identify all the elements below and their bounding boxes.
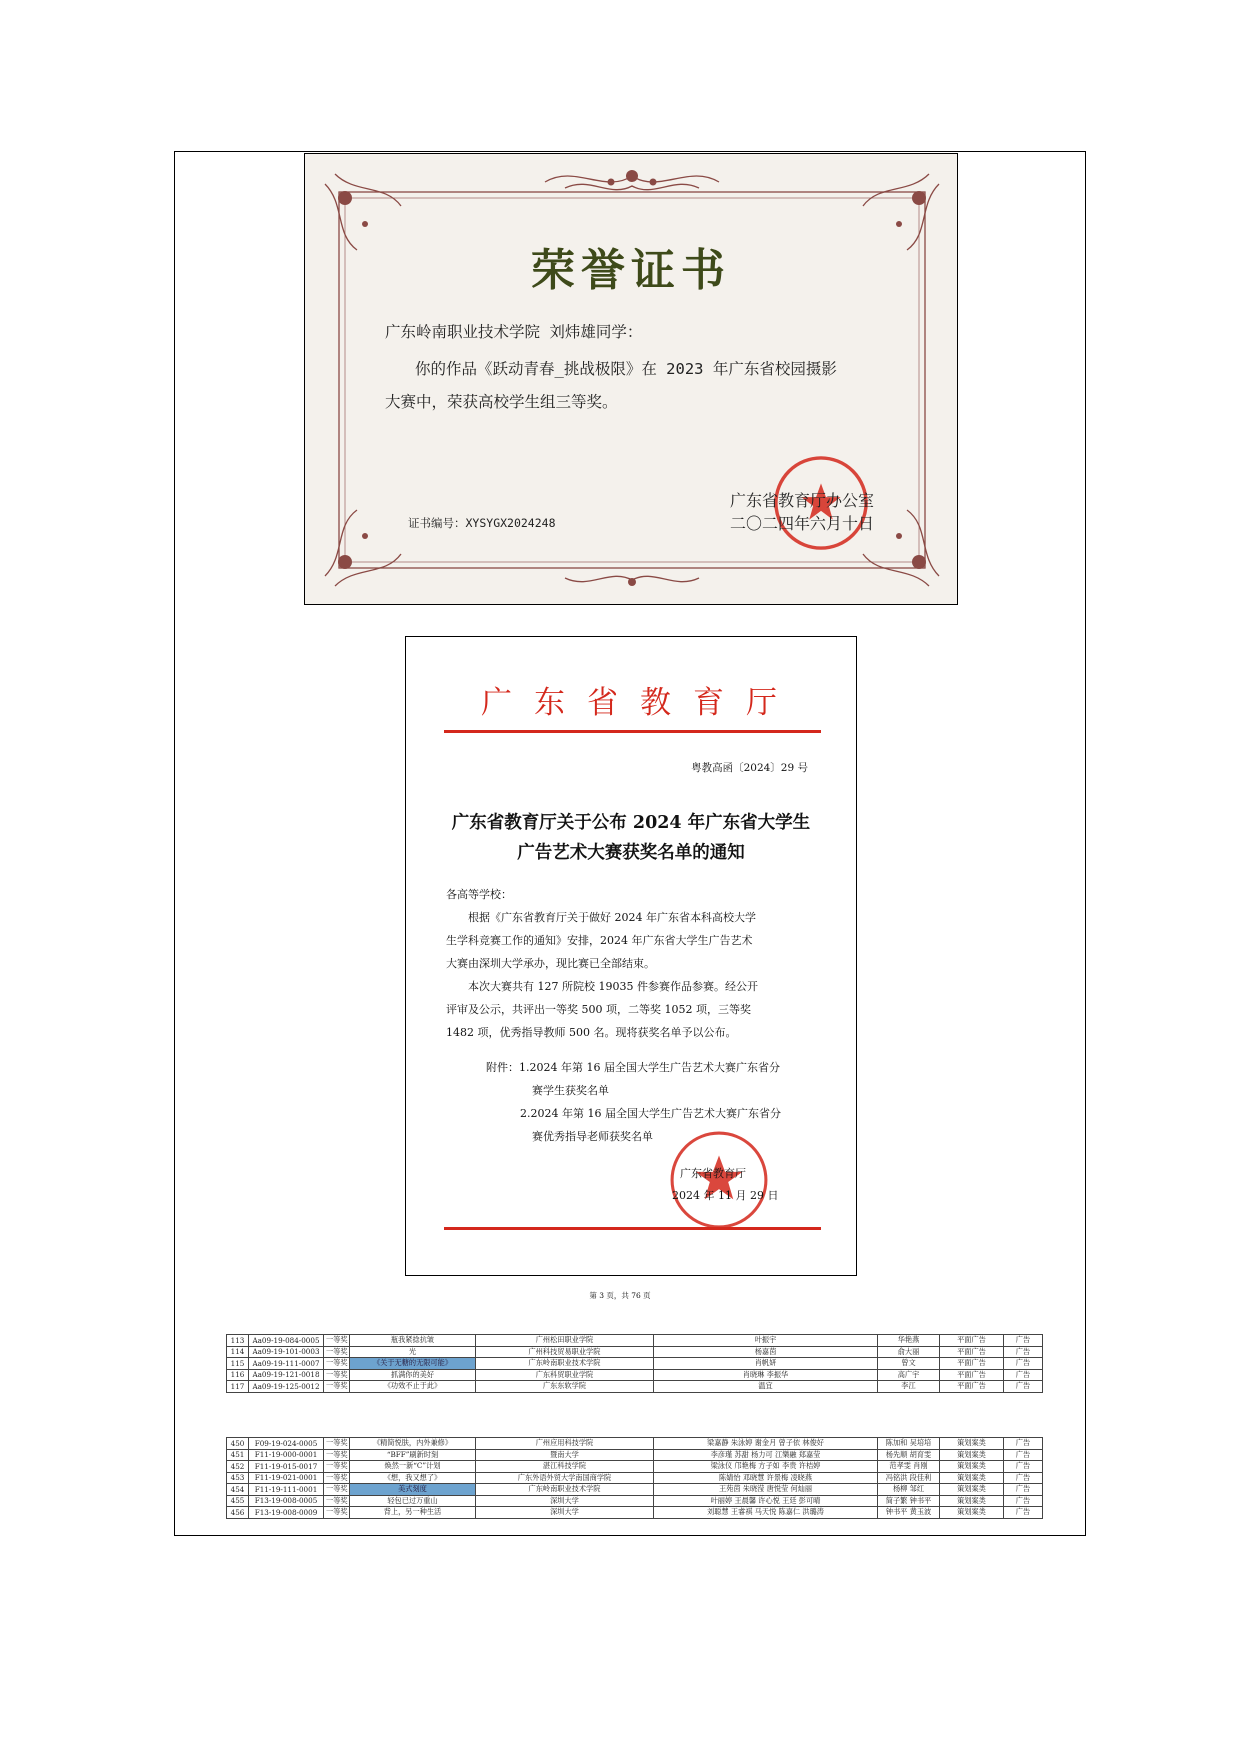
attachment2-line2: 赛优秀指导老师获奖名单	[532, 1130, 653, 1143]
award-table-top	[226, 1334, 1042, 1393]
table-cell-teacher: 冯铭洪 段佳利	[878, 1472, 940, 1484]
table-cell-no: 113	[227, 1335, 249, 1347]
table-cell-teacher: 范孝雯 肖刚	[878, 1461, 940, 1473]
table-cell-teacher: 杨柳 邹红	[878, 1484, 940, 1496]
table-cell-award: 一等奖	[324, 1449, 350, 1461]
table-cell-code: Aa09-19-101-0003	[249, 1346, 324, 1358]
certificate-greeting: 广东岭南职业技术学院 刘炜雄同学：	[385, 323, 643, 341]
table-cell-school: 湛江科技学院	[476, 1461, 654, 1473]
table-cell-work: “BFF”刷新时刻	[350, 1449, 476, 1461]
notice-para2-line3: 1482 项，优秀指导教师 500 名。现将获奖名单予以公布。	[446, 1026, 737, 1039]
table-cell-code: F11-19-111-0001	[249, 1484, 324, 1496]
table-cell-school: 广东东软学院	[476, 1381, 654, 1393]
table-cell-members: 温宜	[654, 1381, 878, 1393]
table-cell-code: F11-19-015-0017	[249, 1461, 324, 1473]
notice-header: 广东省教育厅	[481, 685, 799, 721]
table-cell-members: 王苑茵 朱晓滢 唐悦莹 何灿丽	[654, 1484, 878, 1496]
table-cell-no: 455	[227, 1495, 249, 1507]
certificate-number	[408, 515, 556, 531]
table-cell-type: 广告	[1004, 1438, 1043, 1450]
table-cell-type: 广告	[1004, 1484, 1043, 1496]
attachment2-line1: 2.2024 年第 16 届全国大学生广告艺术大赛广东省分	[520, 1107, 781, 1120]
table-row	[227, 1381, 1043, 1393]
table-cell-members: 肖帆妍	[654, 1358, 878, 1370]
table-cell-no: 114	[227, 1346, 249, 1358]
table-cell-school: 暨南大学	[476, 1449, 654, 1461]
table-cell-code: F13-19-008-0005	[249, 1495, 324, 1507]
table-row	[227, 1461, 1043, 1473]
table-row	[227, 1472, 1043, 1484]
table-cell-type: 广告	[1004, 1507, 1043, 1519]
table-cell-no: 116	[227, 1369, 249, 1381]
certificate-body-line2: 大赛中，荣获高校学生组三等奖。	[385, 393, 618, 411]
notice-para1-line1: 根据《广东省教育厅关于做好 2024 年广东省本科高校大学	[468, 911, 756, 924]
table-cell-category: 策划案类	[940, 1507, 1004, 1519]
table-cell-members: 杨嘉茵	[654, 1346, 878, 1358]
notice-para2-line1: 本次大赛共有 127 所院校 19035 件参赛作品参赛。经公开	[468, 980, 758, 993]
table-cell-school: 广州松田职业学院	[476, 1335, 654, 1347]
table-cell-category: 策划案类	[940, 1438, 1004, 1450]
table-cell-category: 平面广告	[940, 1369, 1004, 1381]
table-cell-type: 广告	[1004, 1461, 1043, 1473]
table-cell-code: Aa09-19-084-0005	[249, 1335, 324, 1347]
table-row	[227, 1495, 1043, 1507]
table-cell-code: Aa09-19-121-0018	[249, 1369, 324, 1381]
table-cell-code: F13-19-008-0009	[249, 1507, 324, 1519]
table-cell-work: 《想，我又想了》	[350, 1472, 476, 1484]
table-cell-category: 策划案类	[940, 1472, 1004, 1484]
table-cell-award: 一等奖	[324, 1438, 350, 1450]
table-cell-members: 肖晓琳 李振华	[654, 1369, 878, 1381]
table-cell-work: 光	[350, 1346, 476, 1358]
table-row	[227, 1449, 1043, 1461]
table-cell-work: 抓满你的美好	[350, 1369, 476, 1381]
table-cell-category: 平面广告	[940, 1358, 1004, 1370]
table-cell-type: 广告	[1004, 1369, 1043, 1381]
certificate-date: 二〇二四年六月十日	[730, 514, 875, 533]
certificate-title: 荣誉证书	[531, 245, 731, 296]
notice-doc-number: 粤教高函〔2024〕29 号	[691, 762, 808, 774]
table-cell-teacher: 曾文	[878, 1358, 940, 1370]
table-cell-category: 策划案类	[940, 1495, 1004, 1507]
table-cell-members: 梁泳仪 邝艳梅 方子如 李贵 许桔婷	[654, 1461, 878, 1473]
attachment1-line2: 赛学生获奖名单	[532, 1084, 609, 1097]
table-cell-members: 李彦瑾 苏甜 杨力可 江樂融 郑嘉莹	[654, 1449, 878, 1461]
page-footer: 第 3 页，共 76 页	[589, 1291, 651, 1300]
table-cell-type: 广告	[1004, 1335, 1043, 1347]
notice-date: 2024 年 11 月 29 日	[672, 1189, 779, 1202]
table-cell-category: 策划案类	[940, 1461, 1004, 1473]
table-row	[227, 1335, 1043, 1347]
table-cell-award: 一等奖	[324, 1346, 350, 1358]
table-cell-school: 广东外语外贸大学南国商学院	[476, 1472, 654, 1484]
table-cell-school: 广东科贸职业学院	[476, 1369, 654, 1381]
table-row	[227, 1369, 1043, 1381]
table-cell-award: 一等奖	[324, 1358, 350, 1370]
table-cell-award: 一等奖	[324, 1369, 350, 1381]
table-cell-work: 《精简悦肤，内外兼修》	[350, 1438, 476, 1450]
header-rule	[444, 730, 821, 733]
notice-para1-line2: 生学科竞赛工作的通知》安排，2024 年广东省大学生广告艺术	[446, 934, 753, 947]
notice-para1-line3: 大赛由深圳大学承办，现比赛已全部结束。	[446, 957, 655, 970]
table-cell-school: 广东岭南职业技术学院	[476, 1358, 654, 1370]
table-cell-code: F09-19-024-0005	[249, 1438, 324, 1450]
table-cell-award: 一等奖	[324, 1484, 350, 1496]
certificate-number-label: 证书编号：	[408, 516, 466, 530]
table-cell-school: 广东岭南职业技术学院	[476, 1484, 654, 1496]
table-cell-award: 一等奖	[324, 1507, 350, 1519]
table-row	[227, 1358, 1043, 1370]
table-cell-members: 叶振宇	[654, 1335, 878, 1347]
table-cell-members: 叶丽婷 王晨馨 许心悦 王廷 彭可晴	[654, 1495, 878, 1507]
notice-para2-line2: 评审及公示，共评出一等奖 500 项，二等奖 1052 项，三等奖	[446, 1003, 751, 1016]
honor-certificate	[304, 153, 958, 605]
table-cell-type: 广告	[1004, 1495, 1043, 1507]
table-cell-teacher: 李江	[878, 1381, 940, 1393]
attachment1-line1: 附件：1.2024 年第 16 届全国大学生广告艺术大赛广东省分	[486, 1061, 780, 1074]
table-cell-type: 广告	[1004, 1358, 1043, 1370]
table-cell-school: 广州科技贸易职业学院	[476, 1346, 654, 1358]
table-cell-category: 策划案类	[940, 1484, 1004, 1496]
table-cell-teacher: 杨先顺 胡育雯	[878, 1449, 940, 1461]
table-cell-school: 广州应用科技学院	[476, 1438, 654, 1450]
table-cell-teacher: 高广宇	[878, 1369, 940, 1381]
table-cell-award: 一等奖	[324, 1461, 350, 1473]
table-cell-award: 一等奖	[324, 1472, 350, 1484]
table-row	[227, 1507, 1043, 1519]
table-cell-work: 瓶我紧捻抗皱	[350, 1335, 476, 1347]
table-cell-award: 一等奖	[324, 1381, 350, 1393]
award-table-bottom	[226, 1437, 1042, 1519]
table-cell-work: 《关于无糖的无限可能》	[350, 1358, 476, 1370]
table-cell-category: 平面广告	[940, 1381, 1004, 1393]
table-cell-no: 452	[227, 1461, 249, 1473]
table-cell-members: 陈婧怡 邓晓慧 许景梅 凌晓燕	[654, 1472, 878, 1484]
notice-title-line1: 广东省教育厅关于公布 2024 年广东省大学生	[451, 813, 811, 833]
table-cell-category: 平面广告	[940, 1346, 1004, 1358]
award-table-top-body	[227, 1335, 1043, 1393]
notice-title-line2: 广告艺术大赛获奖名单的通知	[517, 843, 745, 863]
table-cell-no: 456	[227, 1507, 249, 1519]
notice-red-seal-icon	[668, 1129, 770, 1231]
table-row	[227, 1438, 1043, 1450]
table-cell-work: 美式刻度	[350, 1484, 476, 1496]
certificate-issuer: 广东省教育厅办公室	[730, 491, 875, 510]
certificate-body-line1: 你的作品《跃动青春_挑战极限》在 2023 年广东省校园摄影	[415, 360, 837, 378]
table-cell-teacher: 俞大丽	[878, 1346, 940, 1358]
table-cell-category: 策划案类	[940, 1449, 1004, 1461]
table-cell-teacher: 钟书平 黄玉波	[878, 1507, 940, 1519]
table-cell-work: 背上，另一种生活	[350, 1507, 476, 1519]
table-cell-code: F11-19-000-0001	[249, 1449, 324, 1461]
table-row	[227, 1346, 1043, 1358]
table-cell-award: 一等奖	[324, 1495, 350, 1507]
table-cell-school: 深圳大学	[476, 1495, 654, 1507]
notice-issuer: 广东省教育厅	[680, 1167, 746, 1180]
table-cell-code: Aa09-19-111-0007	[249, 1358, 324, 1370]
table-cell-award: 一等奖	[324, 1335, 350, 1347]
table-cell-school: 深圳大学	[476, 1507, 654, 1519]
table-cell-type: 广告	[1004, 1472, 1043, 1484]
table-cell-type: 广告	[1004, 1346, 1043, 1358]
table-cell-work: 焕然一新“C”计划	[350, 1461, 476, 1473]
notice-salutation: 各高等学校：	[446, 888, 512, 901]
table-cell-code: F11-19-021-0001	[249, 1472, 324, 1484]
table-cell-no: 453	[227, 1472, 249, 1484]
table-cell-work: 轻包已过万重山	[350, 1495, 476, 1507]
certificate-number-value: XYSYGX2024248	[465, 516, 556, 530]
table-cell-no: 451	[227, 1449, 249, 1461]
table-row	[227, 1484, 1043, 1496]
table-cell-members: 梁嘉静 朱泳婷 谢金月 曾子依 林俊好	[654, 1438, 878, 1450]
table-cell-no: 450	[227, 1438, 249, 1450]
table-cell-type: 广告	[1004, 1449, 1043, 1461]
table-cell-work: 《功效不止于此》	[350, 1381, 476, 1393]
table-cell-category: 平面广告	[940, 1335, 1004, 1347]
table-cell-type: 广告	[1004, 1381, 1043, 1393]
table-cell-no: 115	[227, 1358, 249, 1370]
footer-rule	[444, 1227, 821, 1230]
table-cell-no: 454	[227, 1484, 249, 1496]
table-cell-members: 刘聪慧 王睿祺 马天悦 陈嘉仁 洪璐涛	[654, 1507, 878, 1519]
award-table-bottom-body	[227, 1438, 1043, 1519]
official-notice	[405, 636, 857, 1276]
table-cell-teacher: 简子繁 钟书平	[878, 1495, 940, 1507]
table-cell-no: 117	[227, 1381, 249, 1393]
table-cell-teacher: 华艳燕	[878, 1335, 940, 1347]
table-cell-teacher: 陈加和 吴培培	[878, 1438, 940, 1450]
table-cell-code: Aa09-19-125-0012	[249, 1381, 324, 1393]
